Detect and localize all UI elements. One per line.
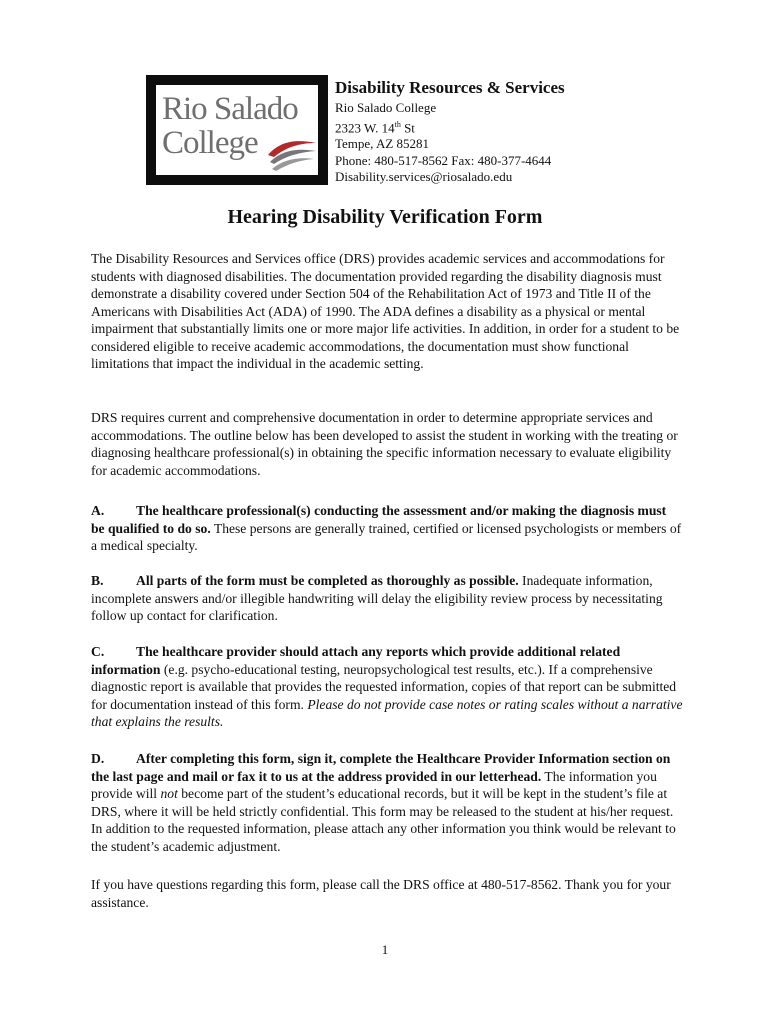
item-c-heading: The healthcare provider should attach any reports which provide additional related information (91, 644, 621, 677)
item-d (91, 750, 683, 855)
item-a-marker: A. (91, 503, 105, 518)
item-c (91, 643, 683, 731)
letterhead-street (335, 117, 565, 137)
logo-swoosh-icon (266, 135, 318, 173)
letterhead-college: Rio Salado College (335, 100, 437, 115)
letterhead-city: Tempe, AZ 85281 (335, 136, 430, 152)
intro-paragraph: The Disability Resources and Services office (DRS) provides academic services and accommodations for students with diagnosed disabilities. The documentation provided regarding the disability diagnosis must demonstrate a disability covered under Section 504 of the Rehabilitation Act of 1973 and Title II of the Americans with Disabilities Act (ADA) of 1990. The ADA defines a disability as a physical or mental impairment that substantially limits one or more major life activities. In addition, in order for a student to be considered eligible to receive academic accommodations, the documentation must show functional limitations that impact the individual in the academic setting. (91, 251, 680, 371)
item-a (91, 502, 683, 555)
street-suffix: th (394, 119, 401, 129)
requirements-paragraph: DRS requires current and comprehensive documentation in order to determine appropriate services and accommodations. The outline below has been developed to assist the student in working with the treating or diagnosing healthcare professional(s) in obtaining the specific information necessary to evaluate eligibility for academic accommodations. (91, 410, 678, 478)
page-number: 1 (381, 942, 389, 957)
closing-paragraph: If you have questions regarding this form, please call the DRS office at 480-517-8562. Thank you for your assistance. (91, 877, 671, 910)
item-d-marker: D. (91, 751, 105, 766)
item-d-text-1: The information you provide will (91, 768, 657, 801)
street-name: St (400, 119, 415, 135)
item-a-text: These persons are generally trained, certified or licensed psychologists or members of a medical specialty. (91, 520, 682, 553)
letterhead-org-name: Disability Resources & Services (335, 78, 565, 97)
letterhead (335, 78, 565, 186)
rio-salado-college-logo (146, 75, 328, 185)
item-d-heading: After completing this form, sign it, complete the Healthcare Provider Information section on the last page and mail or fax it to us at the address provided in our letterhead. (91, 751, 671, 784)
item-c-marker: C. (91, 644, 105, 659)
item-b-heading: All parts of the form must be completed as thoroughly as possible. (136, 573, 519, 588)
item-c-text: (e.g. psycho-educational testing, neuropsychological test results, etc.). If a comprehensive diagnostic report is available that provides the requested information, copies of that report can be submitted for documentation instead of this form. (91, 661, 677, 712)
item-d-text-2: become part of the student’s educational records, but it will be kept in the student’s file at DRS, where it will be held strictly confidential. This form may be released to the student at his/her request. In addition to the requested information, please attach any other information you think would be relevant to the student’s academic adjustment. (91, 786, 676, 854)
item-d-italic-not: not (160, 786, 178, 801)
form-title: Hearing Disability Verification Form (227, 206, 543, 228)
item-b (91, 572, 683, 625)
logo-text-line2: College (162, 125, 258, 161)
letterhead-email: Disability.services@riosalado.edu (335, 169, 513, 185)
item-c-italic-note: Please do not provide case notes or rating scales without a narrative that explains the results. (91, 696, 683, 729)
letterhead-phone-fax: Phone: 480-517-8562 Fax: 480-377-4644 (335, 152, 552, 168)
item-b-text: Inadequate information, incomplete answers and/or illegible handwriting will delay the eligibility review process by necessitating follow up contact for clarification. (91, 573, 663, 623)
item-a-heading: The healthcare professional(s) conducting the assessment and/or making the diagnosis must be qualified to do so. (91, 503, 667, 536)
item-b-marker: B. (91, 573, 104, 588)
street-number: 2323 W. 14 (335, 119, 395, 135)
logo-text-line1: Rio Salado (162, 91, 298, 127)
